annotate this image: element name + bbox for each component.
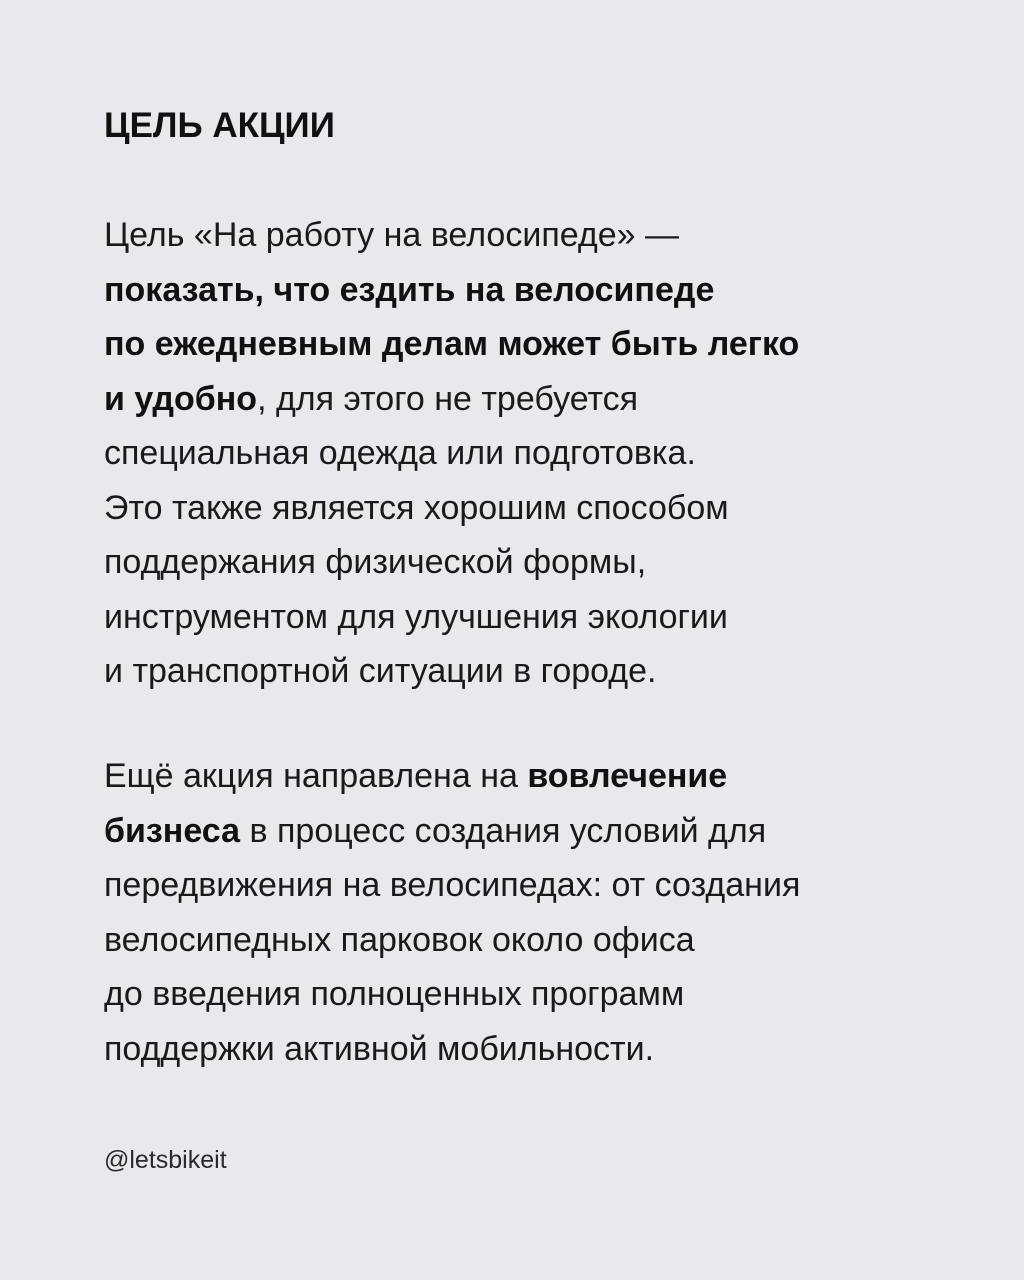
text-line-mixed: [104, 804, 800, 859]
text-line-mixed: [104, 372, 799, 427]
bold-fragment: вовлечение: [527, 757, 728, 795]
bold-fragment: и удобно: [104, 379, 258, 418]
text-fragment: Ещё акция направлена на: [104, 757, 528, 795]
text-line-mixed: [104, 749, 800, 804]
text-line: поддержки активной мобильности.: [104, 1029, 655, 1068]
text-line: поддержания физической формы,: [104, 543, 647, 581]
text-line: специальная одежда или подготовка.: [104, 434, 696, 472]
text-line: Цель «На работу на велосипеде» —: [104, 216, 679, 254]
bold-fragment: бизнеса: [104, 811, 241, 850]
text-line: до введения полноценных программ: [104, 975, 685, 1013]
text-fragment: в процесс создания условий для: [240, 811, 767, 850]
text-line: Это также является хорошим способом: [104, 488, 729, 527]
business-paragraph: [104, 749, 800, 1076]
text-line: передвижения на велосипедах: от создания: [104, 866, 801, 904]
text-line: и транспортной ситуации в городе.: [104, 652, 657, 690]
goal-paragraph: [104, 208, 799, 699]
slide: [104, 0, 964, 1280]
page-title: ЦЕЛЬ АКЦИИ: [104, 106, 335, 145]
text-line-bold: по ежедневным делам может быть легко: [104, 325, 800, 363]
text-line: инструментом для улучшения экологии: [104, 597, 728, 636]
text-line: велосипедных парковок около офиса: [104, 920, 695, 959]
text-line-bold: показать, что ездить на велосипеде: [104, 270, 715, 309]
social-handle: @letsbikeit: [104, 1146, 227, 1174]
text-fragment: , для этого не требуется: [257, 379, 639, 418]
